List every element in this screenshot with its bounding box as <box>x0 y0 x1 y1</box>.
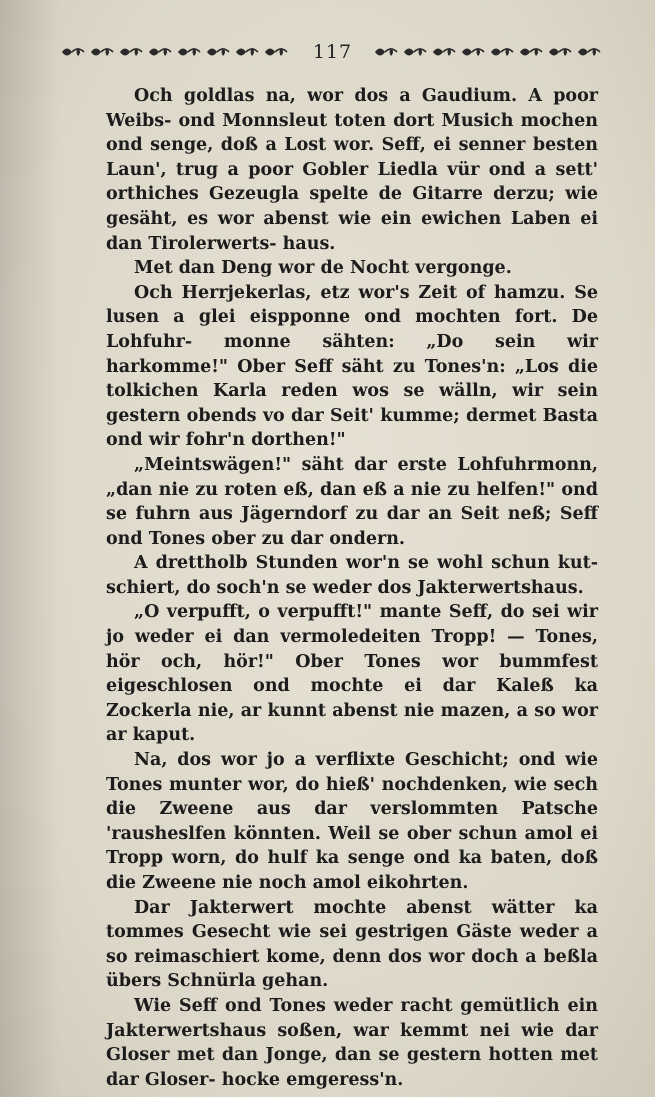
paragraph: „Meintswägen!" säht dar erste Lohfuhrmonn, „dan nie zu roten eß, dan eß a nie zu helfen!" ond se fuhrn aus Jägerndorf zu dar an Seit neß; Seff ond Tones ober zu dar ondern. <box>106 454 598 549</box>
paragraph: Dar Jakterwert mochte abenst wätter ka tommes Gesecht wie sei gestrigen Gäste weder a so reimaschiert kome, denn dos wor doch a beßla übers Schnürla gehan. <box>106 897 598 992</box>
paragraph: Na, dos wor jo a verflixte Geschicht; ond wie Tones munter wor, do hieß' nochdenken, wie sech die Zweene aus dar verslommten Patsche 'rausheslfen könnten. Weil se ober schun amol ei Tropp worn, do hulf ka senge ond ka baten, doß die Zweene nie noch amol eikohrten. <box>106 750 598 893</box>
paragraph: „O verpufft, o verpufft!" mante Seff, do sei wir jo weder ei dan vermoledeiten Tropp! — Tones, hör och, hör!" Ober Tones wor bummfest eigeschlosen ond mochte ei dar Kaleß ka Zockerla nie, ar kunnt abenst nie mazen, a so wor ar kaput. <box>106 602 598 746</box>
paragraph: Wie Seff ond Tones weder racht gemütlich ein Jakterwertshaus soßen, war kemmt nei wie dar Gloser met dan Jonge, dan se gestern hotten met dar Gloser- hocke emgeress'n. <box>106 995 598 1090</box>
right-ornament-icon <box>373 44 605 60</box>
paragraph: Met dan Deng wor de Nocht vergonge. <box>134 258 512 279</box>
body-text <box>106 84 598 1092</box>
page-header <box>60 38 605 66</box>
page-number: 117 <box>312 41 353 63</box>
paragraph: Och goldlas na, wor dos a Gaudium. A poor Weibs- ond Monnsleut toten dort Musich mochen ond senge, doß a Lost wor. Seff, ei senner besten Laun', trug a poor Gobler Liedla vür ond a sett' orthiches Gezeugla spelte de Gitarre derzu; wie gesäht, es wor abenst wie ein ewichen Laben ei dan Tirolerwerts- haus. <box>106 86 598 254</box>
paragraph: Och Herrjekerlas, etz wor's Zeit of hamzu. Se lusen a glei eispponne ond mochten fort. De Lohfuhr- monne sähten: „Do sein wir harkomme!" Ober Seff säht zu Tones'n: „Los die tolkichen Karla reden wos se wälln, wir sein gestern obends vo dar Seit' kumme; dermet Basta ond wir fohr'n dorthen!" <box>106 282 598 451</box>
binding-shadow <box>0 0 60 1097</box>
paragraph: A drettholb Stunden wor'n se wohl schun kut- schiert, do soch'n se weder dos Jakterwertshaus. <box>106 553 598 598</box>
left-ornament-icon <box>60 44 292 60</box>
